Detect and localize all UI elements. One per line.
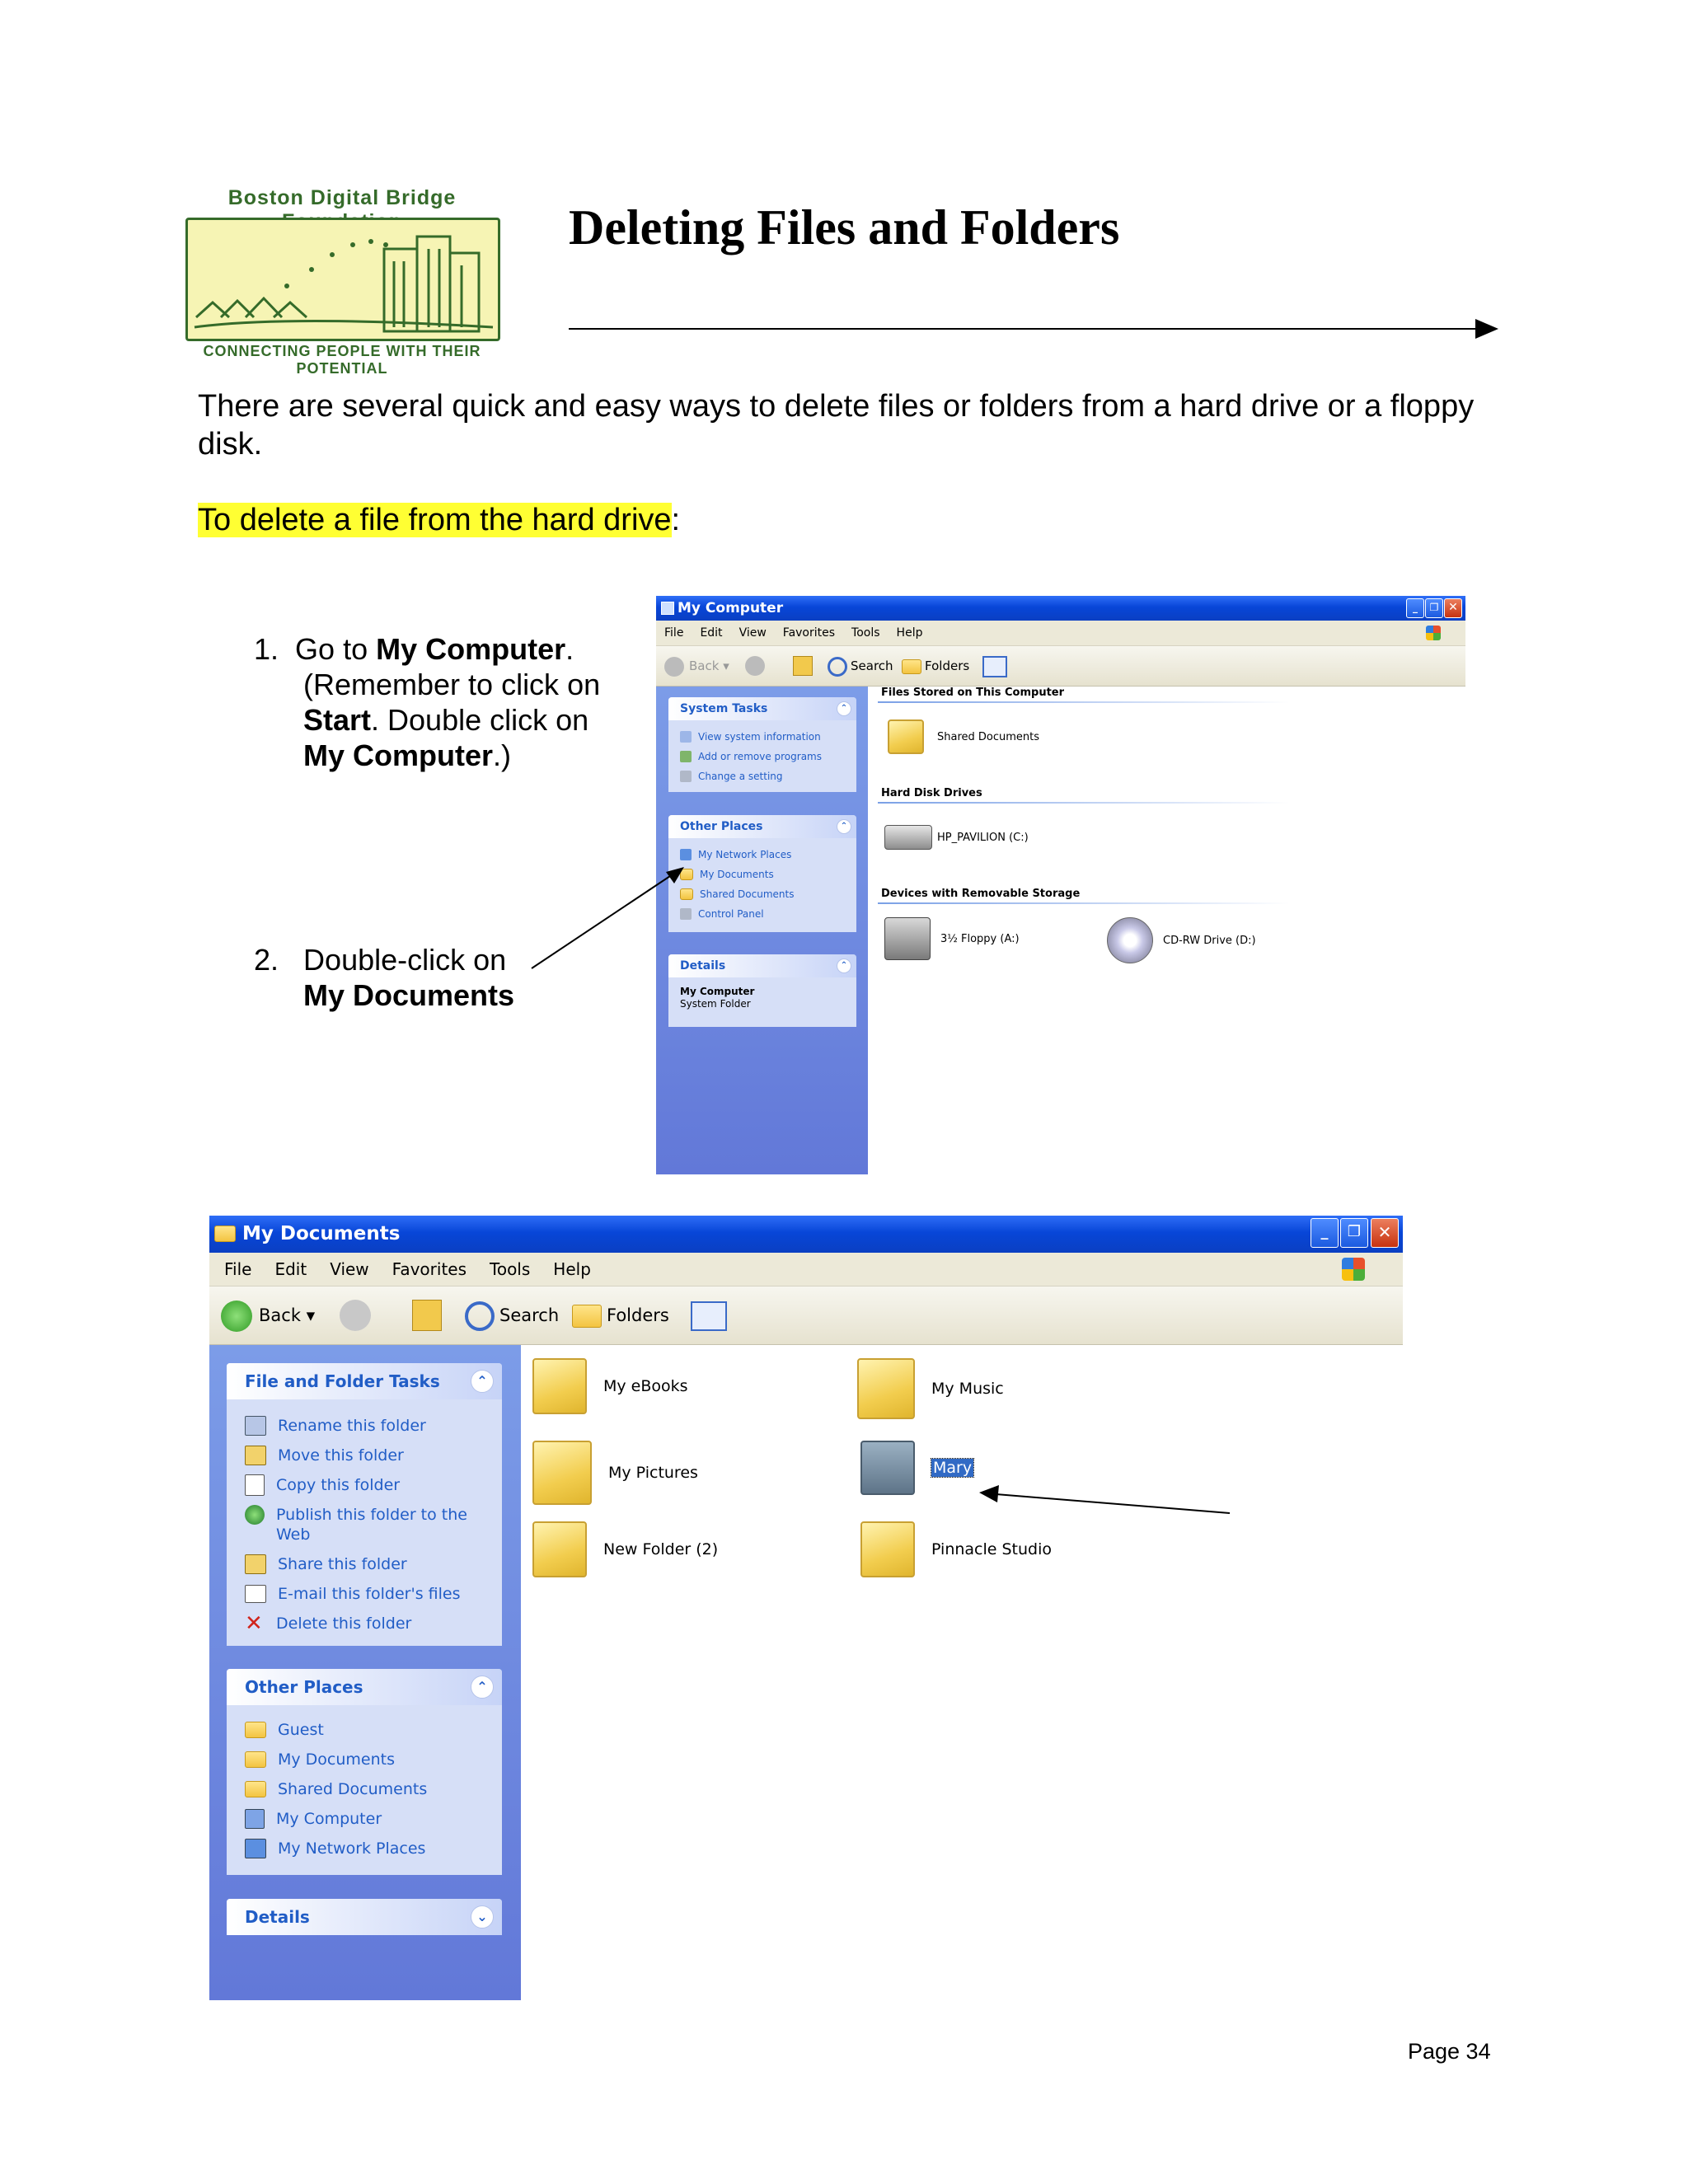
- place-label: My Network Places: [698, 849, 792, 860]
- place-label: Shared Documents: [278, 1780, 428, 1798]
- computer-icon: [661, 602, 674, 615]
- menu-view[interactable]: View: [738, 626, 767, 640]
- music-folder-icon: [857, 1358, 915, 1419]
- place-my-network-places[interactable]: [680, 845, 856, 865]
- menu-file[interactable]: File: [224, 1259, 252, 1279]
- step-1-text-b: My Computer: [376, 632, 566, 666]
- search-icon: [828, 657, 847, 677]
- window-titlebar[interactable]: [209, 1216, 1403, 1253]
- step-1-text-d: (Remember to click on: [303, 668, 601, 701]
- collapse-icon[interactable]: ⌃: [837, 958, 851, 973]
- task-label: E-mail this folder's files: [278, 1585, 461, 1603]
- place-my-documents[interactable]: [245, 1745, 502, 1774]
- back-label: Back: [259, 1305, 301, 1325]
- network-icon: [245, 1839, 266, 1858]
- task-copy-folder[interactable]: [245, 1470, 502, 1500]
- folder-label-selected: Mary: [933, 1459, 973, 1477]
- globe-icon: [245, 1505, 265, 1525]
- place-label: My Documents: [278, 1750, 396, 1769]
- step-3-pointer-arrow: [973, 1475, 1236, 1525]
- cd-drive-icon: [1107, 917, 1153, 963]
- my-computer-window: [656, 596, 1465, 1174]
- programs-icon: [680, 751, 692, 762]
- step-1-text-c: .: [565, 632, 574, 666]
- details-type: System Folder: [680, 998, 751, 1010]
- task-label: View system information: [698, 731, 821, 743]
- folder-icon: [532, 1521, 587, 1577]
- window-titlebar[interactable]: [656, 596, 1465, 621]
- system-tasks-heading: System Tasks: [680, 702, 768, 715]
- collapse-icon[interactable]: ⌃: [471, 1370, 494, 1393]
- step-1-text-h: .): [493, 738, 512, 772]
- task-move-folder[interactable]: [245, 1441, 502, 1470]
- pictures-folder-icon: [532, 1441, 592, 1505]
- maximize-button[interactable]: ❐: [1425, 598, 1443, 618]
- other-places-panel: [227, 1669, 502, 1875]
- menu-favorites[interactable]: Favorites: [392, 1259, 467, 1279]
- place-label: My Documents: [700, 869, 774, 880]
- close-button[interactable]: ✕: [1444, 598, 1462, 618]
- section-rule: [878, 802, 1290, 804]
- folder-label: Pinnacle Studio: [931, 1540, 1053, 1558]
- control-panel-icon: [680, 771, 692, 782]
- folder-icon: [245, 1751, 266, 1768]
- back-button[interactable]: Back ▾: [221, 1286, 315, 1344]
- task-change-setting[interactable]: [680, 766, 856, 786]
- folder-label: My Music: [931, 1380, 1004, 1398]
- place-guest[interactable]: [245, 1715, 502, 1745]
- back-arrow-icon: [664, 657, 684, 677]
- item-label: Shared Documents: [937, 730, 1040, 743]
- task-email-files[interactable]: [245, 1579, 502, 1609]
- details-name: My Computer: [680, 986, 755, 997]
- place-shared-documents[interactable]: [245, 1774, 502, 1804]
- place-control-panel[interactable]: [680, 904, 856, 924]
- menu-edit[interactable]: Edit: [700, 626, 723, 640]
- folders-label: Folders: [925, 658, 970, 673]
- step-1-text-e: Start: [303, 703, 372, 737]
- step-1-text-f: . Double click on: [371, 703, 589, 737]
- folder-new-folder-2[interactable]: [532, 1521, 718, 1577]
- menu-favorites[interactable]: Favorites: [782, 626, 836, 640]
- window-title: My Documents: [242, 1223, 401, 1244]
- section-rule: [878, 902, 1290, 904]
- section-hard-disk: Hard Disk Drives: [881, 787, 982, 799]
- search-label: Search: [851, 658, 893, 673]
- item-label: CD-RW Drive (D:): [1163, 934, 1256, 947]
- system-info-icon: [680, 731, 692, 743]
- menu-edit[interactable]: Edit: [274, 1259, 307, 1279]
- copy-icon: [245, 1474, 265, 1496]
- folder-my-pictures[interactable]: [532, 1441, 698, 1505]
- step-1-number: 1.: [254, 632, 279, 666]
- task-publish-folder[interactable]: [245, 1505, 502, 1544]
- task-pane: [209, 1345, 521, 2000]
- search-button[interactable]: [465, 1286, 559, 1344]
- move-icon: [245, 1446, 266, 1465]
- task-label: Move this folder: [278, 1446, 404, 1465]
- details-heading: Details: [245, 1907, 310, 1927]
- forward-button[interactable]: [745, 656, 765, 676]
- section-heading: [198, 501, 680, 539]
- menu-file[interactable]: File: [664, 626, 684, 640]
- details-header[interactable]: [227, 1899, 502, 1935]
- system-tasks-panel: [668, 697, 856, 792]
- folders-button[interactable]: [572, 1286, 669, 1344]
- windows-flag-icon: [1342, 1258, 1365, 1281]
- other-places-heading: Other Places: [680, 820, 763, 833]
- task-label: Share this folder: [278, 1555, 407, 1573]
- task-label: Delete this folder: [276, 1615, 412, 1633]
- step-2-number: 2.: [254, 943, 279, 977]
- maximize-button[interactable]: ❐: [1340, 1218, 1368, 1248]
- task-label: Add or remove programs: [698, 751, 822, 762]
- section-heading-colon: :: [671, 503, 681, 537]
- logo-top-text: Boston Digital Bridge: [227, 186, 457, 209]
- menu-view[interactable]: View: [330, 1259, 369, 1279]
- task-label: Rename this folder: [278, 1417, 426, 1435]
- place-label: Shared Documents: [700, 888, 795, 900]
- folder-pinnacle-studio[interactable]: [860, 1521, 1052, 1577]
- folder-label: My eBooks: [603, 1377, 688, 1395]
- place-label: Control Panel: [698, 908, 764, 920]
- hp-pavilion-drive[interactable]: [884, 825, 1029, 850]
- folder-icon: [245, 1722, 266, 1738]
- content-pane: [521, 1345, 1403, 2000]
- page-number: Page 34: [1408, 2039, 1491, 2064]
- toolbar: [209, 1286, 1403, 1345]
- floppy-drive-icon: [884, 917, 931, 960]
- menu-help[interactable]: Help: [896, 626, 923, 640]
- menu-bar: [656, 621, 1465, 646]
- item-label: 3½ Floppy (A:): [940, 932, 1020, 945]
- other-places-heading: Other Places: [245, 1677, 363, 1697]
- menu-bar: [209, 1253, 1403, 1286]
- search-button[interactable]: [828, 646, 893, 686]
- task-label: Change a setting: [698, 771, 783, 782]
- rename-icon: [245, 1416, 266, 1436]
- task-delete-folder[interactable]: [245, 1609, 502, 1638]
- place-shared-documents[interactable]: [680, 884, 856, 904]
- task-rename-folder[interactable]: [245, 1411, 502, 1441]
- step-1-text-a: Go to: [295, 632, 377, 666]
- tasks-heading: File and Folder Tasks: [245, 1371, 440, 1391]
- folder-label: New Folder (2): [603, 1540, 719, 1558]
- file-folder-tasks-panel: [227, 1363, 502, 1646]
- folder-icon: [532, 1358, 587, 1414]
- cdrw-drive[interactable]: [1107, 917, 1256, 963]
- step-1: [254, 631, 641, 773]
- step-1-text-g: My Computer: [303, 738, 494, 772]
- folder-icon: [245, 1781, 266, 1797]
- section-files-stored: Files Stored on This Computer: [881, 687, 1065, 699]
- folder-icon: [860, 1521, 915, 1577]
- title-rule: [569, 328, 1475, 330]
- hard-drive-icon: [884, 825, 932, 850]
- collapse-icon[interactable]: ⌃: [471, 1675, 494, 1699]
- section-rule: [878, 701, 1290, 703]
- back-arrow-icon: [221, 1301, 252, 1332]
- logo-illustration: [185, 218, 500, 341]
- collapse-icon[interactable]: ⌃: [837, 701, 851, 716]
- other-places-panel: [668, 815, 856, 932]
- place-my-documents[interactable]: [680, 865, 856, 884]
- page-title: Deleting Files and Folders: [569, 200, 1120, 255]
- details-heading: Details: [680, 959, 726, 972]
- menu-help[interactable]: Help: [553, 1259, 591, 1279]
- windows-flag-icon: [1426, 626, 1441, 640]
- back-label: Back: [689, 658, 720, 673]
- place-my-network-places[interactable]: [245, 1834, 502, 1863]
- item-label: HP_PAVILION (C:): [937, 831, 1029, 844]
- up-folder-icon[interactable]: [412, 1300, 442, 1331]
- place-label: My Network Places: [278, 1840, 426, 1858]
- task-share-folder[interactable]: [245, 1549, 502, 1579]
- my-documents-window: [209, 1216, 1403, 2000]
- foundation-logo: [183, 186, 501, 377]
- task-view-system-info[interactable]: [680, 727, 856, 747]
- search-label: Search: [499, 1305, 560, 1325]
- folder-my-music[interactable]: [857, 1358, 1004, 1419]
- section-removable: Devices with Removable Storage: [881, 888, 1081, 900]
- other-places-header[interactable]: [668, 815, 856, 838]
- minimize-button[interactable]: _: [1311, 1218, 1339, 1248]
- step-2-pointer-arrow: [528, 857, 692, 972]
- folder-my-ebooks[interactable]: [532, 1358, 688, 1414]
- section-heading-highlight: To delete a file from the hard drive: [198, 503, 672, 537]
- share-icon: [245, 1554, 266, 1574]
- content-pane: [868, 687, 1465, 1174]
- views-button[interactable]: [691, 1301, 727, 1331]
- computer-icon: [245, 1809, 265, 1829]
- task-add-remove-programs[interactable]: [680, 747, 856, 766]
- place-label: Guest: [278, 1721, 324, 1739]
- close-button[interactable]: ✕: [1371, 1218, 1399, 1248]
- folder-label: My Pictures: [608, 1464, 698, 1482]
- window-title: My Computer: [678, 600, 784, 616]
- shared-documents-item[interactable]: [888, 719, 1039, 754]
- email-icon: [245, 1585, 266, 1603]
- arrow-right-icon: [1475, 319, 1498, 339]
- place-my-computer[interactable]: [245, 1804, 502, 1834]
- task-label: Copy this folder: [276, 1476, 401, 1494]
- other-places-header[interactable]: [227, 1669, 502, 1705]
- menu-tools[interactable]: Tools: [490, 1259, 531, 1279]
- toolbar: [656, 646, 1465, 687]
- details-panel: [227, 1899, 502, 1935]
- expand-icon[interactable]: ⌄: [471, 1905, 494, 1929]
- details-header[interactable]: [668, 954, 856, 977]
- task-label: Publish this folder to the Web: [276, 1506, 467, 1544]
- menu-tools[interactable]: Tools: [851, 626, 880, 640]
- collapse-icon[interactable]: ⌃: [837, 819, 851, 834]
- delete-x-icon: ✕: [245, 1611, 263, 1636]
- intro-paragraph: There are several quick and easy ways to delete files or folders from a hard drive or a floppy disk.: [198, 389, 1475, 462]
- folder-icon: [902, 659, 921, 674]
- skyline-icon: [188, 220, 498, 339]
- details-panel: [668, 954, 856, 1027]
- folders-button[interactable]: [902, 646, 969, 686]
- folder-icon: [214, 1226, 236, 1242]
- views-button[interactable]: [982, 656, 1007, 677]
- floppy-drive[interactable]: [884, 917, 1020, 960]
- folder-icon: [888, 719, 924, 754]
- folder-icon: [572, 1305, 602, 1328]
- system-tasks-header[interactable]: [668, 697, 856, 720]
- folder-icon: [860, 1441, 915, 1495]
- place-label: My Computer: [276, 1810, 382, 1828]
- up-folder-icon[interactable]: [793, 656, 813, 676]
- step-2-text-b: My Documents: [303, 978, 515, 1012]
- folders-label: Folders: [607, 1305, 669, 1325]
- minimize-button[interactable]: _: [1406, 598, 1424, 618]
- step-2-text-a: Double-click on: [303, 943, 507, 977]
- back-button[interactable]: Back ▾: [664, 646, 729, 686]
- search-icon: [465, 1301, 495, 1331]
- forward-button[interactable]: [340, 1300, 371, 1331]
- logo-tagline: CONNECTING PEOPLE WITH THEIR POTENTIAL: [203, 343, 481, 377]
- folder-mary[interactable]: [860, 1441, 973, 1495]
- file-folder-tasks-header[interactable]: [227, 1363, 502, 1399]
